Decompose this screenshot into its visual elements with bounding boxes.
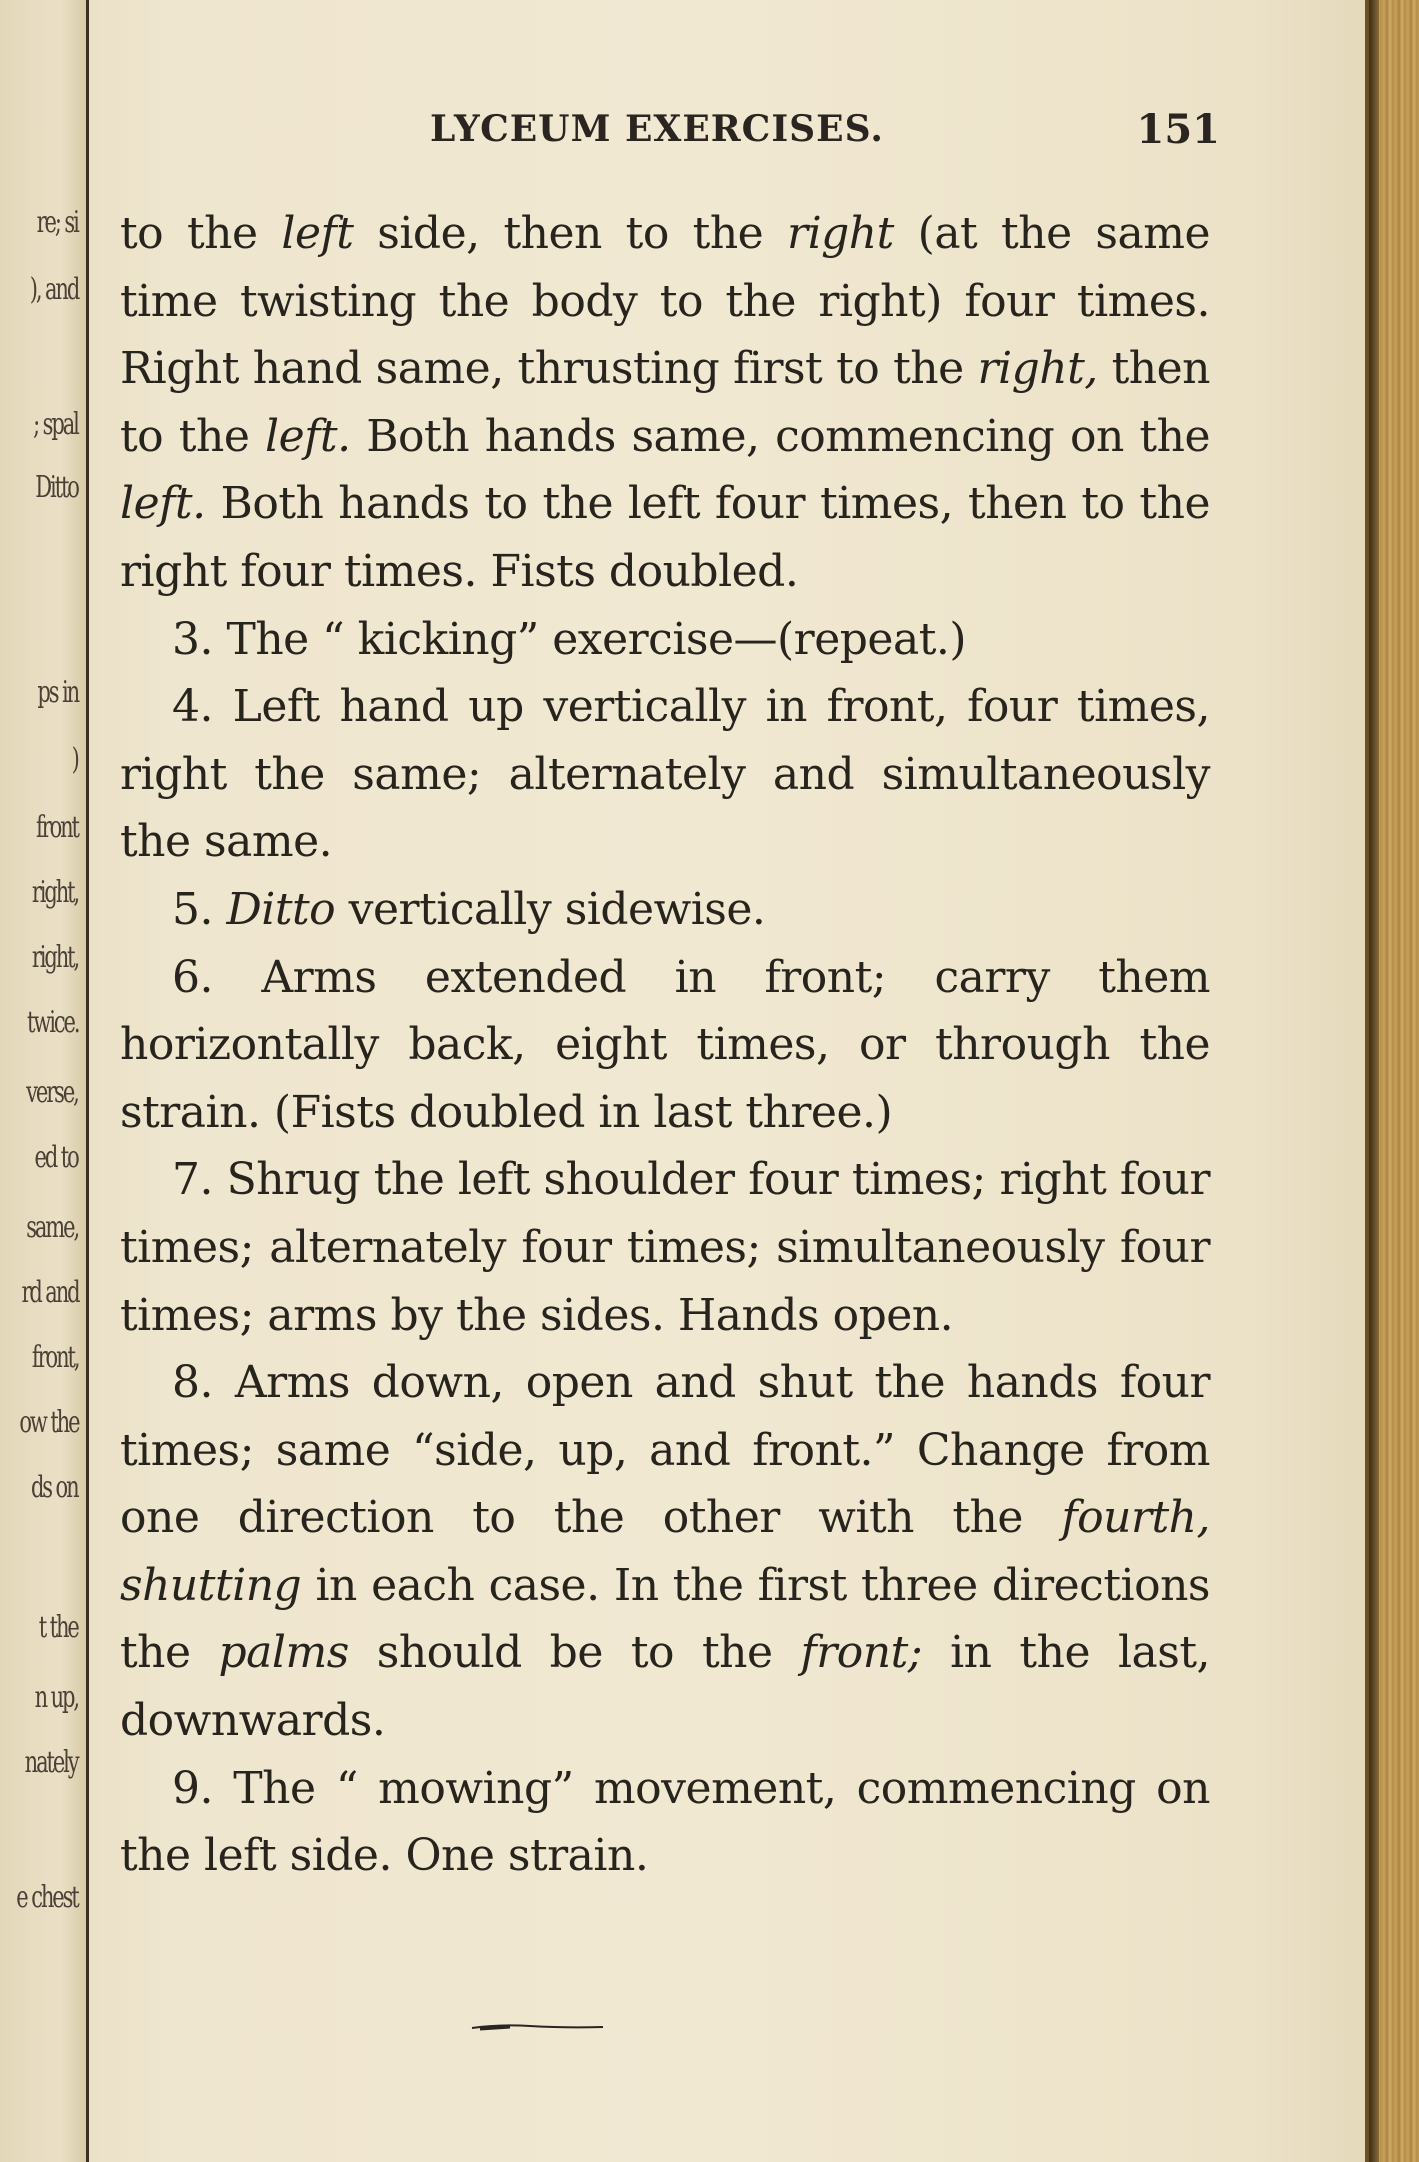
text-segment: 8. Arms down, open and shut the hands four times; same “side, up, and front.” Change from one direction to the other with the (120, 1357, 1210, 1544)
text-segment: side, then to the (353, 208, 788, 259)
previous-page-fragment: right, (31, 875, 78, 910)
italic-text: palms (218, 1627, 349, 1679)
paragraph (120, 944, 1210, 1147)
paragraph (120, 200, 1210, 606)
previous-page-fragment: right, (31, 940, 78, 975)
previous-page-fragment: t the (38, 1610, 78, 1645)
text-segment: (at the same time twisting the body to the right) four times. Right hand same, thrusting first to the (120, 208, 1211, 395)
previous-page-edge (0, 0, 89, 2162)
italic-text: fourth, shutting (120, 1492, 1210, 1611)
paragraph (120, 876, 1210, 944)
text-segment: should be to the (348, 1627, 801, 1679)
italic-text: left (281, 208, 354, 259)
page-number: 151 (1136, 106, 1220, 153)
previous-page-fragment: ; spal (33, 407, 78, 442)
italic-text: Ditto (226, 883, 336, 935)
text-segment: 5. (172, 883, 227, 935)
body-text (120, 200, 1210, 1890)
running-head: LYCEUM EXERCISES. (430, 108, 884, 150)
page-header (430, 108, 1220, 164)
previous-page-fragment: front, (31, 1340, 78, 1375)
paragraph (120, 673, 1210, 876)
previous-page-fragment: re; si (36, 205, 78, 240)
text-segment: in each case. In the first three directions the (120, 1559, 1210, 1679)
text-segment: to the (120, 208, 282, 259)
text-segment: 4. Left hand up vertically in front, four times, right the same; alternately and simultaneously the same. (120, 681, 1210, 868)
italic-text: right (787, 208, 894, 259)
book-edge (1365, 0, 1419, 2162)
paragraph (120, 1349, 1210, 1755)
previous-page-fragment: ds on (31, 1470, 78, 1505)
previous-page-fragment: nately (25, 1745, 78, 1780)
previous-page-fragment: n up, (34, 1680, 78, 1715)
text-segment: then to the (120, 343, 1210, 462)
previous-page-fragment: ed to (34, 1140, 78, 1175)
italic-text: left. (265, 410, 351, 462)
page-fold-shadow (1369, 0, 1379, 2162)
italic-text: left. (120, 478, 206, 530)
italic-text: right, (977, 343, 1098, 395)
previous-page-fragment: rd and (20, 1275, 78, 1310)
previous-page-fragment: ps in (37, 675, 78, 710)
previous-page-fragment: ) (71, 742, 78, 777)
previous-page-fragment: ow the (18, 1405, 78, 1440)
text-segment: 3. The “ kicking” exercise—(repeat.) (172, 613, 967, 665)
text-segment: vertically sidewise. (335, 883, 766, 935)
paragraph (120, 1146, 1210, 1349)
previous-page-fragment: verse, (26, 1075, 78, 1110)
italic-text: front; (800, 1627, 923, 1679)
previous-page-fragment: front (36, 810, 78, 845)
text-segment: Both hands to the left four times, then to the right four times. Fists doubled. (120, 478, 1210, 597)
end-flourish (470, 2022, 605, 2032)
text-segment: 9. The “ mowing” movement, commencing on the left side. One strain. (120, 1762, 1210, 1882)
previous-page-fragment: e chest (16, 1880, 78, 1915)
text-segment: 6. Arms extended in front; carry them horizontally back, eight times, or through the strain. (Fists doubled in last three.) (120, 951, 1210, 1138)
text-segment: Both hands same, commencing on the (350, 410, 1210, 462)
previous-page-fragment: same, (26, 1210, 78, 1245)
paragraph (120, 606, 1210, 674)
previous-page-fragment: Ditto (35, 470, 78, 505)
previous-page-fragment: ), and (29, 272, 78, 307)
previous-page-fragment: twice. (26, 1005, 78, 1040)
paragraph (120, 1755, 1210, 1890)
text-segment: in the last, downwards. (120, 1627, 1210, 1747)
text-segment: 7. Shrug the left shoulder four times; right four times; alternately four times; simultaneously four times; arms by the sides. Hands open. (120, 1154, 1210, 1341)
